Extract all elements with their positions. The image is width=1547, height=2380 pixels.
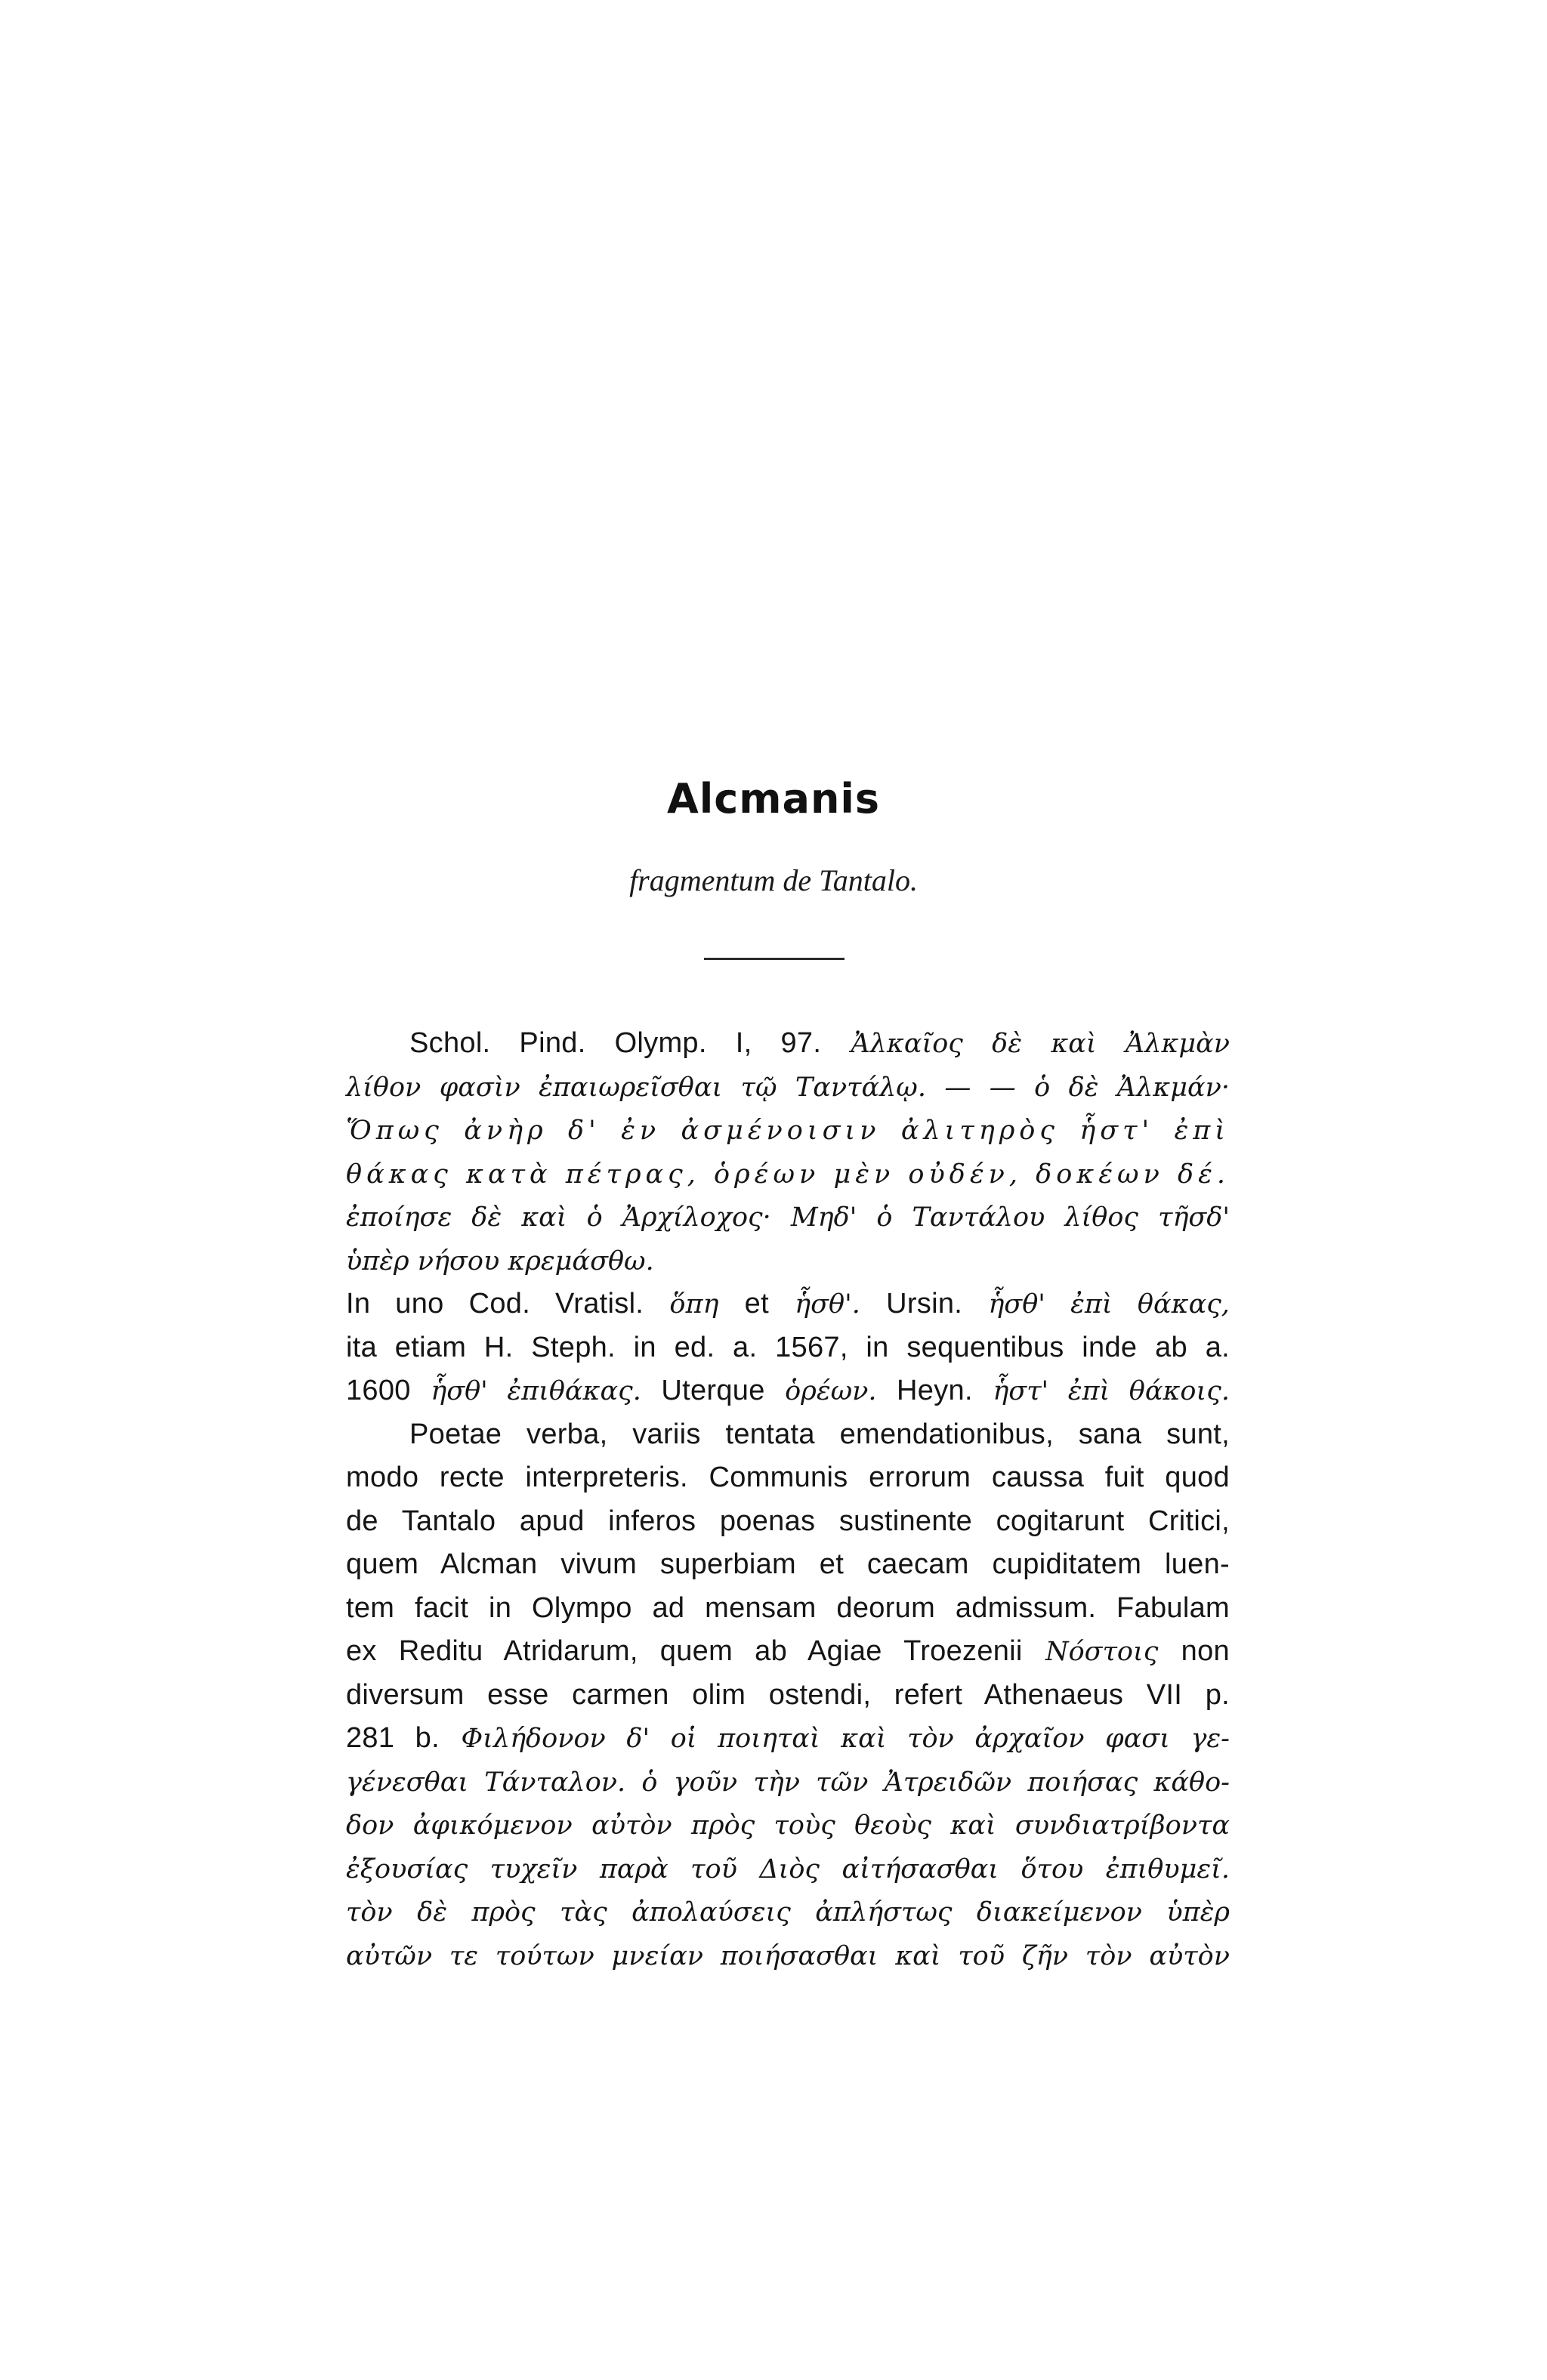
text-line: Poetae verba, variis tentata emendationibus, sana sunt, [409, 1418, 1230, 1450]
text-line: tem facit in Olympo ad mensam deorum admissum. Fabulam [346, 1591, 1230, 1624]
text-line: θάκας κατὰ πέτρας, ὁρέων μὲν οὐδέν, δοκέων δέ. [346, 1159, 1230, 1190]
text-line: In uno Cod. Vratisl. ὅπη et ἧσθ'. Ursin. ἧσθ' ἐπὶ θάκας, [346, 1288, 1230, 1320]
text-line: λίθον φασὶν ἐπαιωρεῖσθαι τῷ Ταντάλῳ. — — ὁ δὲ Ἀλκμάν· [346, 1072, 1230, 1103]
title-divider [704, 958, 845, 960]
text-line: Schol. Pind. Olymp. I, 97. Ἀλκαῖος δὲ καὶ Ἀλκμὰν [409, 1027, 1230, 1059]
text-line: γένεσθαι Τάνταλον. ὁ γοῦν τὴν τῶν Ἀτρειδῶν ποιήσας κάθο- [346, 1767, 1230, 1798]
page-title: Alcmanis [666, 775, 881, 823]
page-subtitle: fragmentum de Tantalo. [629, 863, 918, 897]
text-line: ἐποίησε δὲ καὶ ὁ Ἀρχίλοχος· Μηδ' ὁ Ταντάλου λίθος τῆσδ' [346, 1202, 1230, 1233]
text-line: ἐξουσίας τυχεῖν παρὰ τοῦ Διὸς αἰτήσασθαι ὅτου ἐπιθυμεῖ. [346, 1854, 1230, 1885]
text-line: τὸν δὲ πρὸς τὰς ἀπολαύσεις ἀπλήστως διακείμενον ὑπὲρ [346, 1897, 1230, 1928]
body-text [346, 1021, 1230, 1977]
text-line: de Tantalo apud inferos poenas sustinente cogitarunt Critici, [346, 1505, 1230, 1537]
text-line: quem Alcman vivum superbiam et caecam cupiditatem luen- [346, 1548, 1230, 1580]
text-line: modo recte interpreteris. Communis errorum caussa fuit quod [346, 1462, 1230, 1493]
text-line: Ὅπως ἀνὴρ δ' ἐν ἀσμένοισιν ἀλιτηρὸς ἧστ' ἐπὶ [346, 1116, 1230, 1146]
text-line: 1600 ἧσθ' ἐπιθάκας. Uterque ὁρέων. Heyn. ἧστ' ἐπὶ θάκοις. [346, 1375, 1230, 1406]
text-line: ita etiam H. Steph. in ed. a. 1567, in sequentibus inde ab a. [346, 1331, 1230, 1363]
text-line: ὑπὲρ νήσου κρεμάσθω. [346, 1246, 654, 1276]
text-line: δον ἀφικόμενον αὐτὸν πρὸς τοὺς θεοὺς καὶ συνδιατρίβοντα [346, 1810, 1230, 1841]
text-line: αὐτῶν τε τούτων μνείαν ποιήσασθαι καὶ τοῦ ζῆν τὸν αὐτὸν [346, 1940, 1230, 1971]
text-line: ex Reditu Atridarum, quem ab Agiae Troezenii Νόστοις non [346, 1635, 1230, 1667]
text-line: diversum esse carmen olim ostendi, refert Athenaeus VII p. [346, 1678, 1230, 1711]
text-line: 281 b. Φιλήδονον δ' οἱ ποιηταὶ καὶ τὸν ἀρχαῖον φασι γε- [346, 1722, 1230, 1754]
